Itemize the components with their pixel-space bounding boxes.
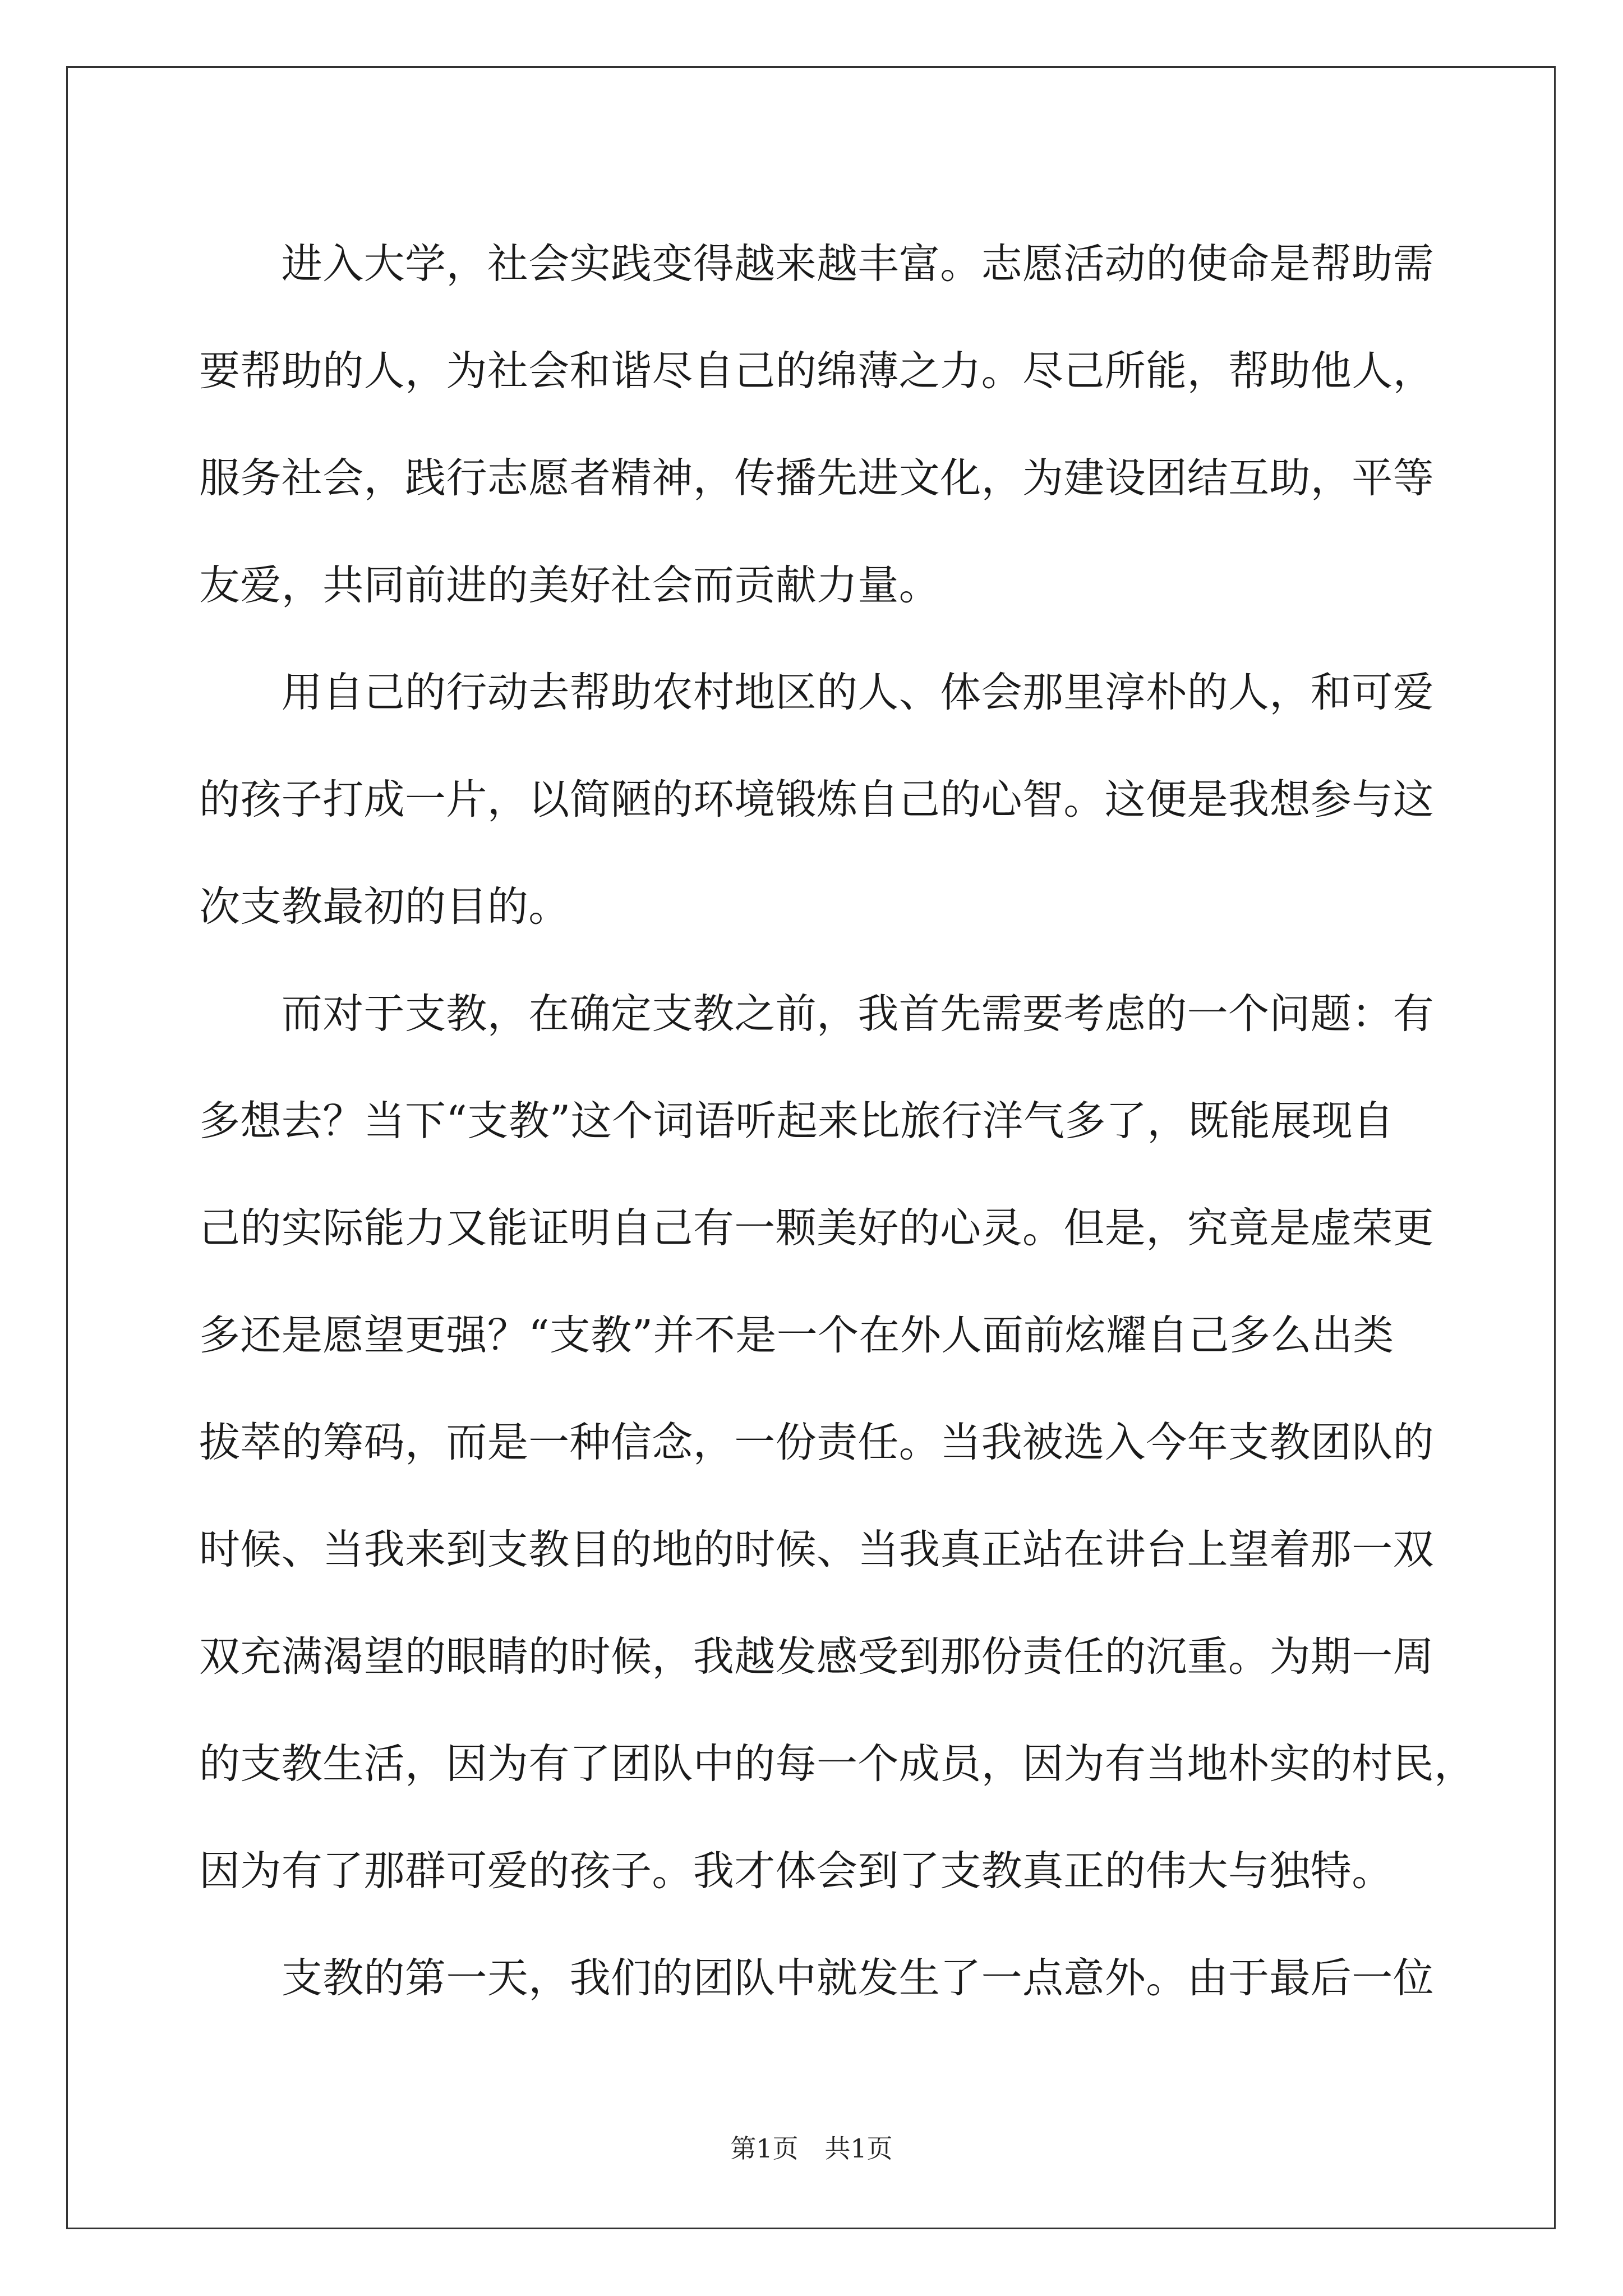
page-total: 共1页 [824,2133,893,2164]
text-line: 己的实际能力又能证明自己有一颗美好的心灵。但是，究竟是虚荣更 [199,1204,1434,1252]
text-line: 友爱，共同前进的美好社会而贡献力量。 [199,562,940,609]
text-line: 因为有了那群可爱的孩子。我才体会到了支教真正的伟大与独特。 [199,1847,1393,1895]
text-line: 多还是愿望更强？“支教”并不是一个在外人面前炫耀自己多么出类 [199,1312,1394,1359]
text-line: 进入大学，社会实践变得越来越丰富。志愿活动的使命是帮助需 [199,240,1434,288]
text-line: 次支教最初的目的。 [199,883,570,931]
text-line: 要帮助的人，为社会和谐尽自己的绵薄之力。尽己所能，帮助他人， [199,347,1434,395]
page-number: 第1页 [730,2133,799,2164]
body-text [199,210,1476,2032]
text-line: 双充满渴望的眼睛的时候，我越发感受到那份责任的沉重。为期一周 [199,1633,1434,1681]
text-line: 的孩子打成一片，以简陋的环境锻炼自己的心智。这便是我想参与这 [199,776,1434,823]
text-line: 时候、当我来到支教目的地的时候、当我真正站在讲台上望着那一双 [199,1526,1434,1573]
text-line: 而对于支教，在确定支教之前，我首先需要考虑的一个问题：有 [199,990,1434,1038]
text-line: 用自己的行动去帮助农村地区的人、体会那里淳朴的人，和可爱 [199,669,1434,716]
text-line: 服务社会，践行志愿者精神，传播先进文化，为建设团结互助，平等 [199,454,1434,502]
page-footer [0,2132,1623,2165]
text-line: 的支教生活，因为有了团队中的每一个成员，因为有当地朴实的村民， [199,1740,1476,1788]
text-line: 拔萃的筹码，而是一种信念，一份责任。当我被选入今年支教团队的 [199,1419,1434,1466]
text-line: 支教的第一天，我们的团队中就发生了一点意外。由于最后一位 [199,1954,1434,2002]
text-line: 多想去？当下“支教”这个词语听起来比旅行洋气多了，既能展现自 [199,1097,1394,1145]
